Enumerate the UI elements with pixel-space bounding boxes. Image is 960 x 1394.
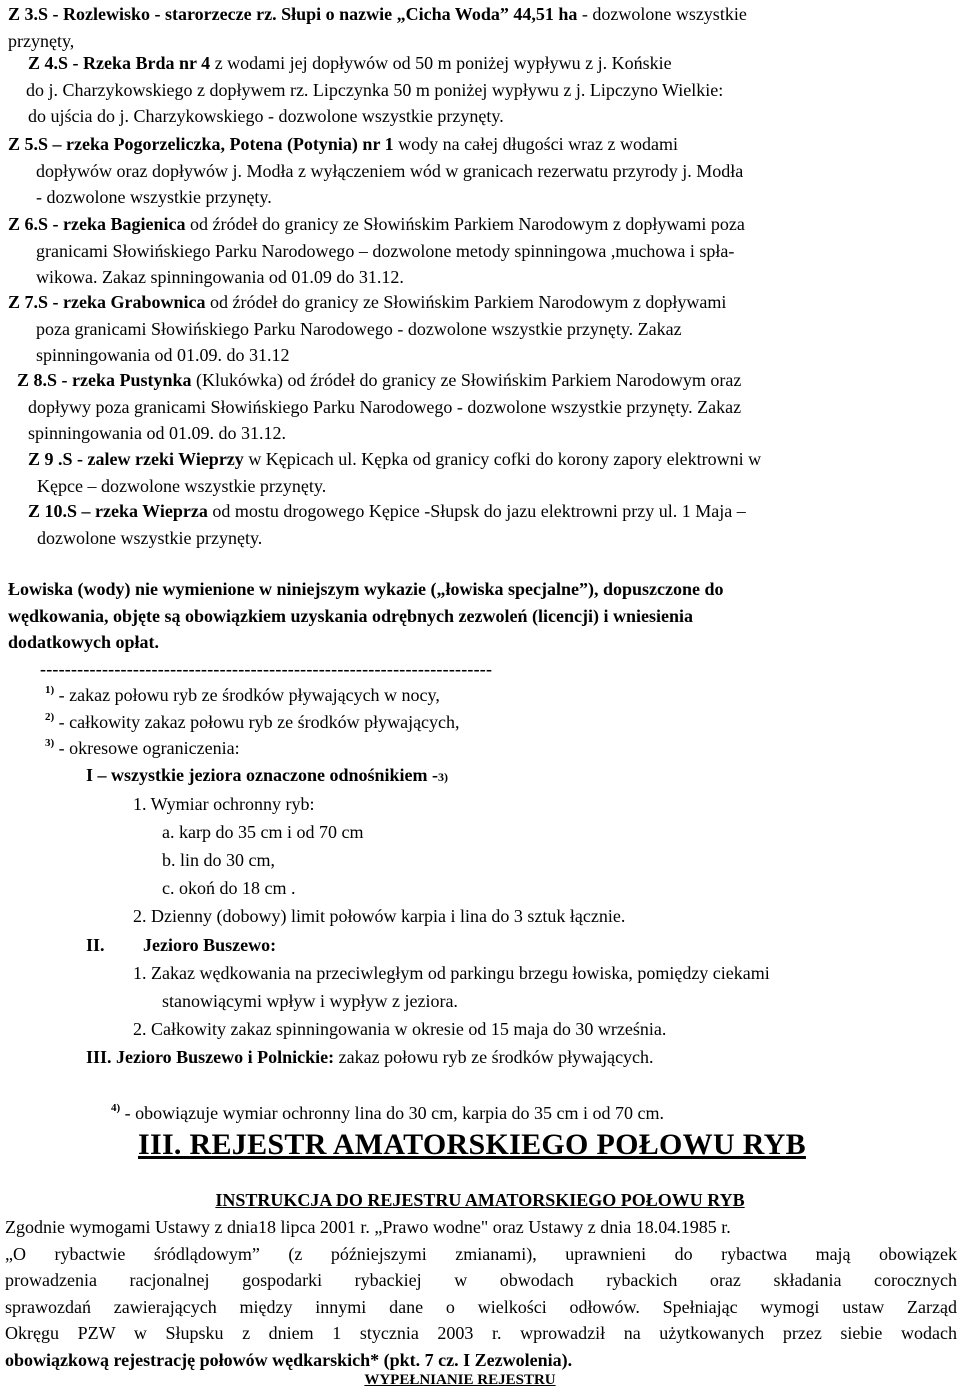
zone-z5: Z 5.S – rzeka Pogorzeliczka, Potena (Potynia) nr 1 wody na całej długości wraz z wodami dopływów oraz dopływów j. Modła z wyłączeniem wód w granicach rezerwatu przyrody j. Modła - dozwolone wszystkie przynęty. xyxy=(8,134,744,207)
zone-z3-lead: Z 3.S xyxy=(8,4,49,24)
zone-z7: Z 7.S - rzeka Grabownica od źródeł do granicy ze Słowińskim Parkiem Narodowym z dopływami poza granicami Słowińskiego Parku Narodowego - dozwolone wszystkie przynęty. Zakaz spinningowania od 01.09. do 31.12 xyxy=(8,292,727,365)
zone-z4-lead: Z 4.S - Rzeka Brda nr 4 xyxy=(28,53,211,73)
footnote-3-mark: 3) xyxy=(45,737,55,749)
footnote-2-mark: 2) xyxy=(45,711,55,723)
footnote-4: $^{4)}$ - obowiązuje wymiar ochronny lina do 30 cm, karpia do 35 cm i od 70 cm. xyxy=(111,1102,665,1123)
restriction-II-2: 2. Całkowity zakaz spinningowania w okresie od 15 maja do 30 września. xyxy=(133,1019,667,1039)
restriction-III: III. Jezioro Buszewo i Polnickie: zakaz połowu ryb ze środków pływających. xyxy=(86,1047,654,1067)
restriction-II-1: 1. Zakaz wędkowania na przeciwległym od parkingu brzegu łowiska, pomiędzy ciekami xyxy=(133,963,770,983)
instruction-obligation: obowiązkową rejestrację połowów wędkarskich* (pkt. 7 cz. I Zezwolenia). xyxy=(5,1349,573,1370)
zone-z6-lead: Z 6.S - rzeka Bagienica xyxy=(8,214,186,234)
zone-z6: Z 6.S - rzeka Bagienica od źródeł do granicy ze Słowińskim Parkiem Narodowym z dopływami poza granicami Słowińskiego Parku Narodowego – dozwolone metody spinningowa ,muchowa i spła- wikowa. Zakaz spinningowania od 01.09 do 31.12. xyxy=(8,214,745,287)
restriction-II-num: II. xyxy=(86,935,105,955)
zone-z10-lead: Z 10.S – rzeka Wieprza xyxy=(28,501,208,521)
filling-title: WYPEŁNIANIE REJESTRU xyxy=(364,1372,556,1388)
zone-z9-lead: Z 9 .S - zalew rzeki Wieprzy xyxy=(28,449,244,469)
footnote-1: $^{1)}$ - zakaz połowu ryb ze środków pływających w nocy, xyxy=(45,684,440,705)
zone-z10: Z 10.S – rzeka Wieprza od mostu drogowego Kępice -Słupsk do jazu elektrowni przy ul. 1 Maja – dozwolone wszystkie przynęty. xyxy=(28,501,746,548)
zone-z3-name: Rozlewisko - starorzecze rz. xyxy=(63,4,277,24)
instruction-title: INSTRUKCJA DO REJESTRU AMATORSKIEGO POŁOWU RYB xyxy=(215,1190,745,1210)
footnote-4-mark: 4) xyxy=(111,1102,121,1114)
instruction-paragraph: Zgodnie wymogami Ustawy z dnia18 lipca 2001 r. „Prawo wodne" oraz Ustawy z dnia 18.04.1985 r. „O rybactwie śródlądowym” (z późniejszymi zmianami), uprawnieni do rybactwa mają obowiązek prowadzenia racjonalnej gospodarki rybackiej w obwodach rybackich oraz składania corocznych sprawozdań zawierających między innymi dane o wielkości odłowów. Spełniając wymogi ustaw Zarząd Okręgu PZW w Słupsku z dniem 1 stycznia 2003 r. wprowadził na użytkowanych przez siebie wodach obowiązkową rejestrację połowów wędkarskich* (pkt. 7 cz. I Zezwolenia). xyxy=(5,1214,957,1373)
restriction-I-2: 2. Dzienny (dobowy) limit połowów karpia i lina do 3 sztuk łącznie. xyxy=(133,906,626,926)
zone-z8-lead: Z 8.S - rzeka Pustynka xyxy=(17,370,192,390)
restriction-II-1-cont: stanowiącymi wpływ i wypływ z jeziora. xyxy=(162,991,458,1011)
zone-z7-lead: Z 7.S - rzeka Grabownica xyxy=(8,292,206,312)
section-title: III. REJESTR AMATORSKIEGO POŁOWU RYB xyxy=(138,1128,806,1161)
restriction-I-1a: a. karp do 35 cm i od 70 cm xyxy=(162,822,364,842)
restriction-III-heading: III. Jezioro Buszewo i Polnickie: xyxy=(86,1047,335,1067)
restriction-II-heading: Jezioro Buszewo: xyxy=(143,935,277,955)
restriction-I-1c: c. okoń do 18 cm . xyxy=(162,878,296,898)
footnote-1-mark: 1) xyxy=(45,684,55,696)
footnote-2: $^{2)}$ - całkowity zakaz połowu ryb ze środków pływających, xyxy=(45,711,460,732)
restriction-I-1: 1. Wymiar ochronny ryb: xyxy=(133,794,315,814)
separator-line: ------------------------------------------------------------------------- xyxy=(40,659,493,679)
zone-z9: Z 9 .S - zalew rzeki Wieprzy w Kępicach ul. Kępka od granicy cofki do korony zapory elektrowni w Kępce – dozwolone wszystkie przynęty. xyxy=(28,449,762,496)
zone-z5-lead: Z 5.S – rzeka Pogorzeliczka, Potena (Potynia) nr 1 xyxy=(8,134,394,154)
zone-z4: Z 4.S - Rzeka Brda nr 4 z wodami jej dopływów od 50 m poniżej wypływu z j. Końskie do j. Charzykowskiego z dopływem rz. Lipczynka 50 m poniżej wypływu z j. Lipczyno Wielkie: do ujścia do j. Charzykowskiego - dozwolone wszystkie przynęty. xyxy=(26,53,724,126)
footnote-3: $^{3)}$ - okresowe ograniczenia: xyxy=(45,737,240,758)
restriction-I-heading: I – wszystkie jeziora oznaczone odnośnikiem -3) xyxy=(86,765,448,785)
notice-paragraph: Łowiska (wody) nie wymienione w niniejszym wykazie („łowiska specjalne”), dopuszczone do wędkowania, objęte są obowiązkiem uzyskania odrębnych zezwoleń (licencji) i wniesienia dodatkowych opłat. xyxy=(8,579,724,652)
zone-z8: Z 8.S - rzeka Pustynka (Klukówka) od źródeł do granicy ze Słowińskim Parkiem Narodowym oraz dopływy poza granicami Słowińskiego Parku Narodowego - dozwolone wszystkie przynęty. Zakaz spinningowania od 01.09. do 31.12. xyxy=(17,370,742,443)
restriction-I-1b: b. lin do 30 cm, xyxy=(162,850,275,870)
restriction-I-ref: 3) xyxy=(437,770,448,784)
zone-z3: Z 3.S - Rozlewisko - starorzecze rz. Słupi o nazwie „Cicha Woda” 44,51 ha - dozwolone wszystkie przynęty, xyxy=(8,4,747,51)
